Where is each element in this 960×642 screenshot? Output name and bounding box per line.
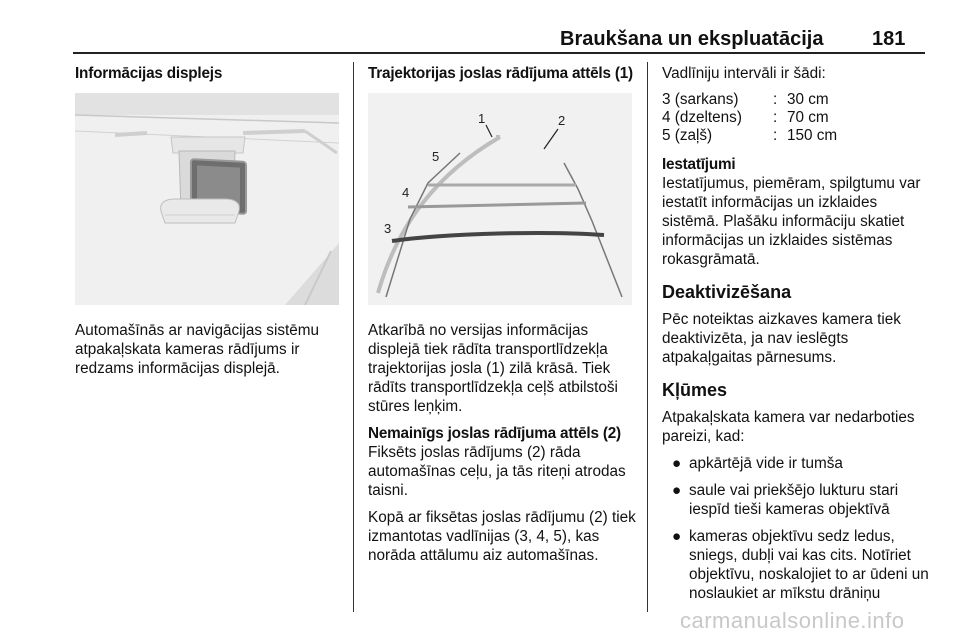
list-item-text: kameras objektīvu sedz ledus, sniegs, dubļi vai kas cits. Notīriet objektīvu, noskalojiet to ar ūdeni un noslaukiet ar mīkstu drāniņu xyxy=(689,528,929,602)
info-display-caption: Automašīnās ar navigācijas sistēmu atpakaļskata kameras rādījums ir redzams informācijas displejā. xyxy=(75,322,320,377)
fixed-lane-paragraph: Fiksēts joslas rādījums (2) rāda automašīnas ceļu, ja tās riteņi atrodas taisni. xyxy=(368,444,626,499)
faults-list xyxy=(662,454,932,603)
list-item-text: saule vai priekšējo lukturu stari iespīd tieši kameras objektīvā xyxy=(689,482,899,518)
column-2 xyxy=(368,64,643,83)
bullet-icon: ● xyxy=(672,482,682,499)
column-1-caption xyxy=(75,321,345,378)
guideline-diagram xyxy=(368,93,632,305)
column-divider-1 xyxy=(353,62,354,612)
table-row xyxy=(662,109,837,127)
bullet-icon: ● xyxy=(672,528,682,545)
column-3 xyxy=(662,64,932,611)
list-item xyxy=(662,527,932,603)
list-item xyxy=(662,454,932,473)
label-1: 1 xyxy=(478,111,486,126)
column-divider-2 xyxy=(647,62,648,612)
deactivation-paragraph: Pēc noteiktas aizkaves kamera tiek deaktivizēta, ja nav ieslēgts atpakaļgaitas pārnesums. xyxy=(662,311,901,366)
page-number: 181 xyxy=(872,28,906,50)
interval-sep: : xyxy=(773,127,778,144)
figure-guidelines xyxy=(368,93,632,305)
column-1 xyxy=(75,64,345,83)
label-5: 5 xyxy=(432,149,440,164)
intervals-intro: Vadlīniju intervāli ir šādi: xyxy=(662,65,826,82)
interval-value: 150 cm xyxy=(787,127,838,144)
interval-sep: : xyxy=(773,109,778,126)
list-item xyxy=(662,481,932,519)
section-heading-fixed-lane: Nemainīgs joslas rādījuma attēls (2) xyxy=(368,425,621,442)
dashboard-camera-illustration xyxy=(75,93,339,305)
interval-sep: : xyxy=(773,91,778,108)
label-3: 3 xyxy=(384,221,392,236)
label-4: 4 xyxy=(402,185,410,200)
figure-info-display xyxy=(75,93,339,305)
section-heading-settings: Iestatījumi xyxy=(662,156,736,173)
running-header-title: Braukšana un ekspluatācija xyxy=(560,28,824,50)
interval-label: 5 (zaļš) xyxy=(662,127,713,144)
settings-paragraph: Iestatījumus, piemēram, spilgtumu var iestatīt informācijas un izklaides sistēmā. Plašāku informāciju skatiet informācijas un izklaides sistēmas rokasgrāmatā. xyxy=(662,175,921,268)
bullet-icon: ● xyxy=(672,455,682,472)
watermark: carmanualsonline.info xyxy=(680,608,905,633)
interval-value: 70 cm xyxy=(787,109,829,126)
label-2: 2 xyxy=(558,113,566,128)
interval-label: 3 (sarkans) xyxy=(662,91,739,108)
intervals-table xyxy=(662,91,837,145)
guidelines-paragraph: Kopā ar fiksētas joslas rādījumu (2) tiek izmantotas vadlīnijas (3, 4, 5), kas norāda attālumu aiz automašīnas. xyxy=(368,509,636,564)
section-heading-faults: Kļūmes xyxy=(662,380,728,400)
interval-value: 30 cm xyxy=(787,91,829,108)
section-heading-info-display: Informācijas displejs xyxy=(75,65,223,82)
section-heading-trajectory-lane: Trajektorijas joslas rādījuma attēls (1) xyxy=(368,65,633,82)
faults-paragraph: Atpakaļskata kamera var nedarboties pareizi, kad: xyxy=(662,409,915,445)
trajectory-lane-paragraph: Atkarībā no versijas informācijas displejā tiek rādīta transportlīdzekļa trajektorijas josla (1) zilā krāsā. Tiek rādīts transportlīdzekļa ceļš atbilstoši stūres leņķim. xyxy=(368,322,618,415)
interval-label: 4 (dzeltens) xyxy=(662,109,742,126)
header-rule xyxy=(73,52,925,54)
table-row xyxy=(662,127,837,145)
list-item-text: apkārtējā vide ir tumša xyxy=(689,455,843,472)
section-heading-deactivation: Deaktivizēšana xyxy=(662,282,792,302)
table-row xyxy=(662,91,837,109)
column-2-text xyxy=(368,321,643,565)
